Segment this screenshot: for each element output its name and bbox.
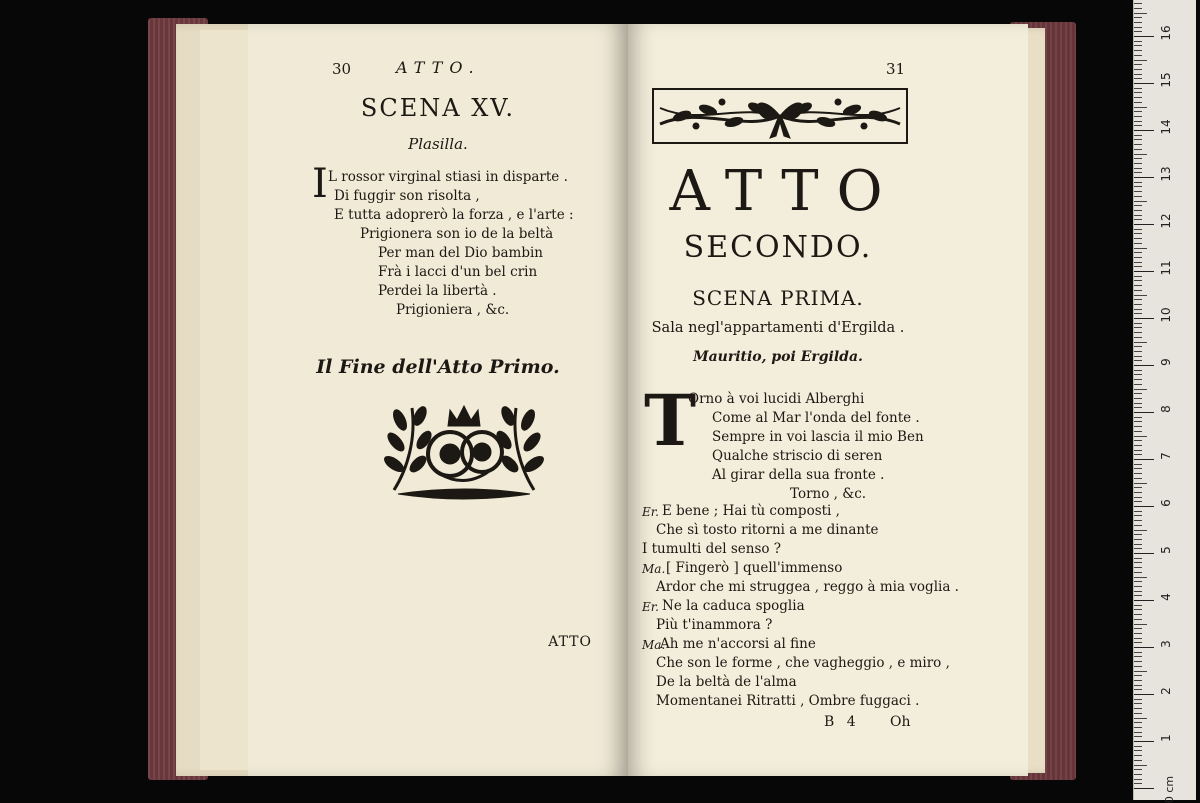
pomegranate-fleuron-ornament [378,398,550,510]
ruler-tick [1134,64,1142,65]
ruler-tick [1134,74,1142,75]
ruler-tick [1134,642,1142,643]
ruler-tick [1134,548,1142,549]
ruler-tick [1134,520,1142,521]
ruler-tick [1134,473,1142,474]
dialogue-line: E bene ; Hai tù composti , [662,503,840,519]
ruler-tick [1134,694,1154,695]
ruler-tick [1134,426,1142,427]
refrain-line: Torno , &c. [790,486,867,502]
speaker-tag: Er. [642,505,659,519]
ruler-tick [1134,445,1142,446]
ruler-tick [1134,102,1142,103]
ruler-tick [1134,17,1142,18]
measurement-ruler [1133,0,1196,803]
running-head-left: ATTO. [396,58,481,77]
dialogue-line: [ Fingerò ] quell'immenso [666,560,843,576]
ruler-number: 3 [1159,640,1173,648]
ruler-tick [1134,271,1154,272]
ruler-unit-label: 0 cm [1163,775,1177,803]
ruler-number: 11 [1159,260,1173,276]
ruler-tick [1134,675,1142,676]
ruler-tick [1134,779,1142,780]
ruler-number: 1 [1159,734,1173,742]
ruler-tick [1134,318,1154,319]
ruler-tick [1134,205,1142,206]
ruler-tick [1134,327,1142,328]
ruler-tick [1134,624,1147,625]
ruler-tick [1134,619,1142,620]
ruler-tick [1134,50,1142,51]
ruler-tick [1134,36,1154,37]
scene-setting: Sala negl'appartamenti d'Ergilda . [651,320,905,336]
ruler-tick [1134,393,1142,394]
ruler-tick [1134,652,1142,653]
ruler-tick [1134,374,1142,375]
page-number-right: 31 [886,60,906,78]
catchword-right: Oh [890,714,911,730]
ruler-tick [1134,492,1142,493]
ruler-number: 10 [1159,307,1173,323]
ruler-tick [1134,534,1142,535]
ruler-tick [1134,346,1142,347]
ruler-tick [1134,736,1142,737]
ruler-tick [1134,262,1142,263]
ruler-tick [1134,224,1154,225]
characters-line: Mauritio, poi Ergilda. [693,349,863,365]
ruler-tick [1134,219,1142,220]
ruler-tick [1134,506,1154,507]
ruler-tick [1134,356,1142,357]
verse-line: Al girar della sua fronte . [712,467,885,483]
ruler-tick [1134,727,1142,728]
ruler-tick [1134,182,1142,183]
dialogue-line: I tumulti del senso ? [642,541,782,557]
ruler-tick [1134,581,1142,582]
ruler-tick [1134,572,1142,573]
ruler-tick [1134,163,1142,164]
ruler-number: 16 [1159,25,1173,41]
dialogue-line: De la beltà de l'alma [656,674,797,690]
ruler-tick [1134,233,1142,234]
ruler-tick [1134,27,1142,28]
dialogue-line: Ah me n'accorsi al fine [660,636,816,652]
ruler-tick [1134,107,1147,108]
ruler-tick [1134,591,1142,592]
ruler-tick [1134,511,1142,512]
ruler-tick [1134,243,1142,244]
ruler-tick [1134,628,1142,629]
ruler-tick [1134,713,1142,714]
ruler-tick [1134,280,1142,281]
ruler-tick [1134,609,1142,610]
speaker-left: Plasilla. [408,135,468,153]
ruler-tick [1134,8,1142,9]
ruler-tick [1134,403,1142,404]
ruler-tick [1134,468,1142,469]
ruler-tick [1134,144,1142,145]
ruler-tick [1134,83,1154,84]
ruler-tick [1134,309,1142,310]
ruler-tick [1134,370,1142,371]
ruler-tick [1134,276,1142,277]
ruler-tick [1134,558,1142,559]
ruler-tick [1134,266,1142,267]
ruler-tick [1134,769,1142,770]
ruler-tick [1134,741,1154,742]
ruler-tick [1134,177,1154,178]
verse-line: Di fuggir son risolta , [334,188,480,204]
page-number-left: 30 [332,60,352,78]
ruler-tick [1134,755,1142,756]
ruler-tick [1134,22,1142,23]
verse-line: Come al Mar l'onda del fonte . [712,410,920,426]
ruler-tick [1134,680,1142,681]
dialogue-line: Più t'inammora ? [656,617,773,633]
ruler-number: 7 [1159,452,1173,460]
ruler-number: 9 [1159,358,1173,366]
ruler-tick [1134,595,1142,596]
ruler-tick [1134,577,1147,578]
ruler-tick [1134,342,1147,343]
ruler-tick [1134,600,1154,601]
ruler-tick [1134,483,1147,484]
ruler-tick [1134,158,1142,159]
ruler-tick [1134,78,1142,79]
ruler-number: 4 [1159,593,1173,601]
ruler-tick [1134,196,1142,197]
ruler-tick [1134,614,1142,615]
drop-cap-left: I [312,161,328,207]
ruler-tick [1134,515,1142,516]
ruler-tick [1134,440,1142,441]
verse-line: Orno à voi lucidi Alberghi [688,391,865,407]
ruler-tick [1134,656,1142,657]
ruler-tick [1134,92,1142,93]
ruler-tick [1134,788,1154,789]
ruler-tick [1134,417,1142,418]
ruler-tick [1134,718,1147,719]
ruler-tick [1134,703,1142,704]
ruler-tick [1134,111,1142,112]
ruler-tick [1134,487,1142,488]
ruler-tick [1134,497,1142,498]
ruler-tick [1134,186,1142,187]
ruler-tick [1134,605,1142,606]
verse-line-1: L rossor virginal stiasi in disparte . [328,169,568,185]
ruler-tick [1134,398,1142,399]
ruler-tick [1134,69,1142,70]
ruler-number: 15 [1159,72,1173,88]
ruler-tick [1134,774,1142,775]
ruler-tick [1134,55,1142,56]
dialogue-line: Momentanei Ritratti , Ombre fuggaci . [656,693,920,709]
ruler-tick [1134,384,1142,385]
end-of-act-line: Il Fine dell'Atto Primo. [316,356,560,378]
ruler-tick [1134,478,1142,479]
dialogue-line: Che sì tosto ritorni a me dinante [656,522,879,538]
ruler-tick [1134,60,1147,61]
ruler-tick [1134,450,1142,451]
ruler-number: 8 [1159,405,1173,413]
ruler-tick [1134,121,1142,122]
dialogue-line: Ne la caduca spoglia [662,598,805,614]
ruler-tick [1134,360,1142,361]
verse-line: E tutta adoprerò la forza , e l'arte : [334,207,574,223]
ruler-tick [1134,666,1142,667]
ruler-tick [1134,586,1142,587]
ruler-tick [1134,544,1142,545]
ruler-tick [1134,638,1142,639]
act-subtitle: SECONDO. [683,230,873,265]
ruler-tick [1134,412,1154,413]
ruler-tick [1134,154,1147,155]
ruler-tick [1134,116,1142,117]
ruler-tick [1134,229,1142,230]
ruler-tick [1134,313,1142,314]
scene-title-right: SCENA PRIMA. [692,286,864,310]
ruler-tick [1134,464,1142,465]
verse-line: Qualche striscio di seren [712,448,883,464]
ruler-tick [1134,295,1147,296]
verse-line: Sempre in voi lascia il mio Ben [712,429,924,445]
ruler-tick [1134,732,1142,733]
ruler-number: 5 [1159,546,1173,554]
verse-line: Frà i lacci d'un bel crin [378,264,538,280]
act-title: ATTO [669,159,901,224]
ruler-tick [1134,130,1154,131]
dialogue-line: Che son le forme , che vagheggio , e miro , [656,655,950,671]
ruler-tick [1134,172,1142,173]
ruler-tick [1134,201,1147,202]
ruler-tick [1134,252,1142,253]
ruler-tick [1134,647,1154,648]
verse-line: Perdei la libertà . [378,283,497,299]
ruler-number: 2 [1159,687,1173,695]
dialogue-line: Ardor che mi struggea , reggo à mia voglia . [656,579,959,595]
garland-headpiece-ornament [652,88,908,144]
speaker-tag: Ma. [642,638,666,652]
ruler-tick [1134,525,1142,526]
ruler-tick [1134,191,1142,192]
ruler-number: 14 [1159,119,1173,135]
ruler-tick [1134,436,1147,437]
ruler-tick [1134,459,1154,460]
ruler-tick [1134,671,1147,672]
ruler-tick [1134,248,1147,249]
ruler-tick [1134,389,1147,390]
ruler-tick [1134,750,1142,751]
ruler-tick [1134,125,1142,126]
speaker-tag: Er. [642,600,659,614]
ruler-tick [1134,351,1142,352]
speaker-tag: Ma. [642,562,666,576]
ruler-tick [1134,765,1147,766]
ruler-tick [1134,746,1142,747]
ruler-number: 13 [1159,166,1173,182]
ruler-tick [1134,135,1142,136]
ruler-tick [1134,337,1142,338]
ruler-tick [1134,238,1142,239]
ruler-tick [1134,332,1142,333]
ruler-tick [1134,562,1142,563]
ruler-tick [1134,760,1142,761]
ruler-tick [1134,365,1154,366]
ruler-tick [1134,299,1142,300]
ruler-number: 12 [1159,213,1173,229]
ruler-tick [1134,290,1142,291]
ruler-tick [1134,13,1147,14]
catchword-left: ATTO [548,634,592,650]
ruler-tick [1134,149,1142,150]
ruler-tick [1134,215,1142,216]
ruler-tick [1134,708,1142,709]
ruler-tick [1134,431,1142,432]
ruler-tick [1134,501,1142,502]
ruler-tick [1134,685,1142,686]
ruler-tick [1134,454,1142,455]
drop-cap-right: T [644,379,697,462]
verse-line: Prigionera son io de la beltà [360,226,554,242]
signature-mark: B 4 [824,714,860,730]
ruler-tick [1134,553,1154,554]
ruler-tick [1134,45,1142,46]
scene-title-left: SCENA XV. [360,94,516,122]
ruler-tick [1134,31,1142,32]
ruler-tick [1134,88,1142,89]
ruler-tick [1134,285,1142,286]
ruler-tick [1134,421,1142,422]
ruler-tick [1134,689,1142,690]
ruler-tick [1134,661,1142,662]
verse-line: Per man del Dio bambin [378,245,543,261]
ruler-tick [1134,257,1142,258]
ruler-tick [1134,530,1147,531]
ruler-tick [1134,168,1142,169]
ruler-tick [1134,539,1142,540]
ruler-number: 6 [1159,499,1173,507]
verse-line: Prigioniera , &c. [396,302,510,318]
ruler-tick [1134,41,1142,42]
ruler-tick [1134,379,1142,380]
ruler-tick [1134,407,1142,408]
ruler-tick [1134,210,1142,211]
ruler-tick [1134,783,1142,784]
ruler-tick [1134,139,1142,140]
ruler-tick [1134,3,1142,4]
ruler-tick [1134,304,1142,305]
ruler-tick [1134,97,1142,98]
ruler-tick [1134,323,1142,324]
ruler-tick [1134,699,1142,700]
ruler-tick [1134,633,1142,634]
ruler-tick [1134,567,1142,568]
ruler-tick [1134,722,1142,723]
